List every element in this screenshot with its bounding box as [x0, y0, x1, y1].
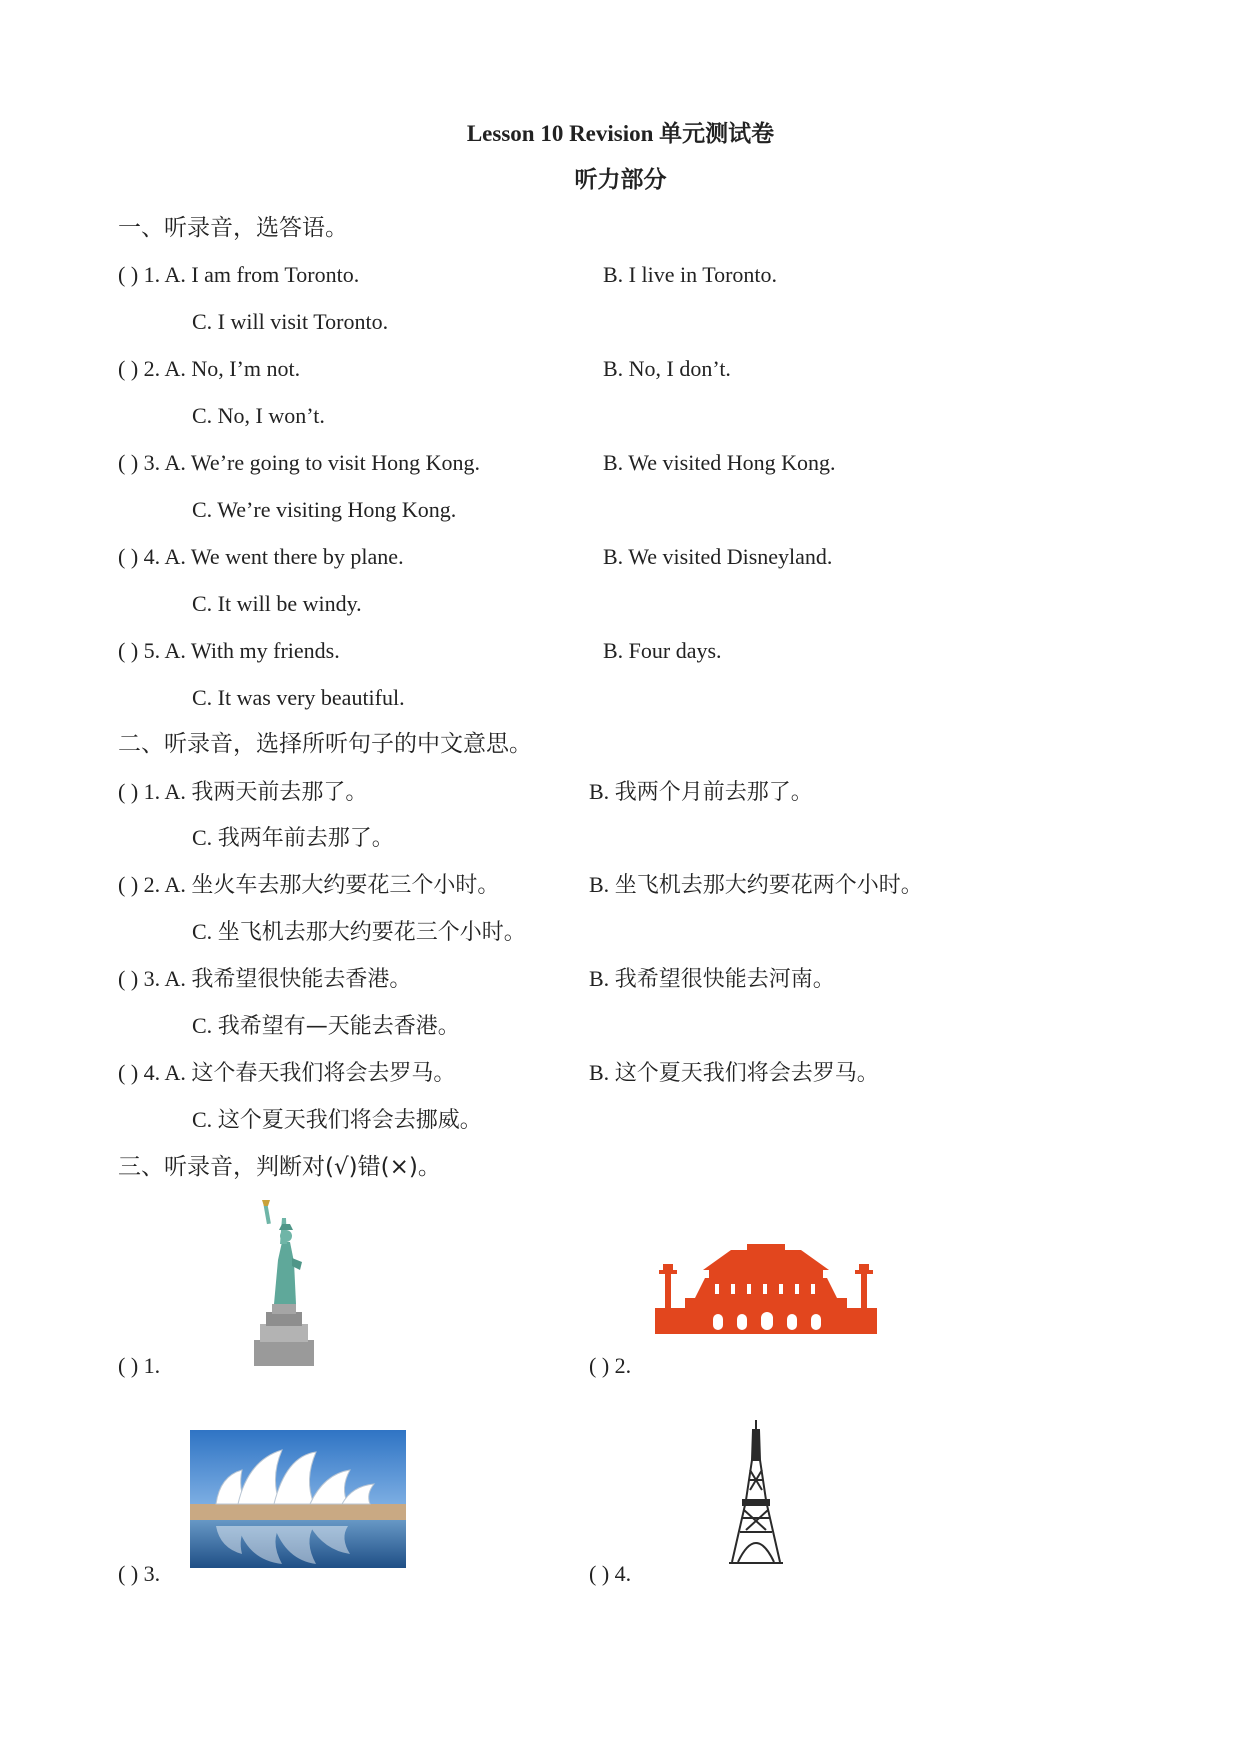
s1-q3-option-b: B. We visited Hong Kong. — [603, 450, 836, 475]
s2-q4-option-b — [589, 1059, 879, 1088]
s2-q2-c-label: C. — [192, 919, 218, 944]
s1-q4-stem: ( ) 4. A. We went there by plane. — [118, 544, 404, 569]
s2-q4-option-a — [118, 1059, 455, 1088]
s2-q3-b-text: 我希望很快能去河南。 — [614, 967, 835, 992]
s3-item-1-label: ( ) 1. — [118, 1353, 161, 1378]
s2-q4-c-label: C. — [192, 1107, 218, 1132]
page-title: Lesson 10 Revision 单元测试卷 — [466, 121, 775, 146]
s2-q3-c-label: C. — [192, 1013, 218, 1038]
s2-q2-b-text: 坐飞机去那大约要花两个小时。 — [614, 873, 923, 898]
s2-q4-a-text: 这个春天我们将会去罗马。 — [191, 1061, 456, 1086]
s2-q2-b-label: B. — [589, 872, 615, 897]
s2-q2-option-a — [118, 871, 499, 900]
s2-q3-option-c — [192, 1012, 460, 1041]
s1-q5-option-c: C. It was very beautiful. — [192, 685, 405, 710]
s2-q2-option-b — [589, 871, 923, 900]
s1-q3-stem: ( ) 3. A. We’re going to visit Hong Kong. — [118, 450, 481, 475]
section-1-heading: 一、听录音，选答语。 — [118, 215, 348, 241]
section-2-heading: 二、听录音，选择所听句子的中文意思。 — [118, 731, 532, 757]
s2-q1-b-text: 我两个月前去那了。 — [614, 780, 813, 805]
s2-q4-c-text: 这个夏天我们将会去挪威。 — [217, 1108, 482, 1133]
s3-item-2-label: ( ) 2. — [589, 1353, 632, 1378]
s2-q1-c-label: C. — [192, 825, 218, 850]
s2-q1-option-c — [192, 824, 394, 853]
s1-q2-option-c: C. No, I won’t. — [192, 403, 325, 428]
page-subtitle: 听力部分 — [574, 167, 667, 193]
s2-q1-num: ( ) 1. A. — [118, 779, 192, 804]
s1-q5-option-b: B. Four days. — [603, 638, 722, 663]
eiffel-tower-icon — [728, 1420, 784, 1564]
s2-q3-b-label: B. — [589, 966, 615, 991]
s2-q2-c-text: 坐飞机去那大约要花三个小时。 — [217, 920, 526, 945]
s2-q3-c-text: 我希望有—天能去香港。 — [217, 1014, 460, 1039]
s3-item-3-label: ( ) 3. — [118, 1561, 161, 1586]
s2-q4-b-label: B. — [589, 1060, 615, 1085]
s2-q3-a-text: 我希望很快能去香港。 — [191, 967, 412, 992]
s2-q3-num: ( ) 3. A. — [118, 966, 192, 991]
s2-q2-num: ( ) 2. A. — [118, 872, 192, 897]
s1-q1-stem: ( ) 1. A. I am from Toronto. — [118, 262, 360, 287]
section-3-heading: 三、听录音，判断对(√)错(×)。 — [118, 1154, 441, 1180]
s1-q2-option-b: B. No, I don’t. — [603, 356, 731, 381]
s2-q4-num: ( ) 4. A. — [118, 1060, 192, 1085]
s1-q2-stem: ( ) 2. A. No, I’m not. — [118, 356, 301, 381]
s1-q5-stem: ( ) 5. A. With my friends. — [118, 638, 340, 663]
s1-q1-option-c: C. I will visit Toronto. — [192, 309, 389, 334]
s1-q4-option-c: C. It will be windy. — [192, 591, 362, 616]
s2-q1-b-label: B. — [589, 779, 615, 804]
s2-q4-option-c — [192, 1106, 482, 1135]
statue-of-liberty-icon — [252, 1200, 322, 1366]
s2-q3-option-b — [589, 965, 835, 994]
s2-q3-option-a — [118, 965, 411, 994]
s2-q2-option-c — [192, 918, 526, 947]
s1-q3-option-c: C. We’re visiting Hong Kong. — [192, 497, 457, 522]
s2-q1-option-a — [118, 778, 367, 807]
s2-q2-a-text: 坐火车去那大约要花三个小时。 — [191, 873, 500, 898]
tiananmen-icon — [655, 1240, 877, 1336]
s1-q4-option-b: B. We visited Disneyland. — [603, 544, 833, 569]
sydney-opera-house-icon — [190, 1430, 406, 1568]
s2-q1-c-text: 我两年前去那了。 — [217, 826, 394, 851]
s2-q1-a-text: 我两天前去那了。 — [191, 780, 368, 805]
s3-item-4-label: ( ) 4. — [589, 1561, 632, 1586]
s2-q1-option-b — [589, 778, 813, 807]
s2-q4-b-text: 这个夏天我们将会去罗马。 — [614, 1061, 879, 1086]
s1-q1-option-b: B. I live in Toronto. — [603, 262, 778, 287]
